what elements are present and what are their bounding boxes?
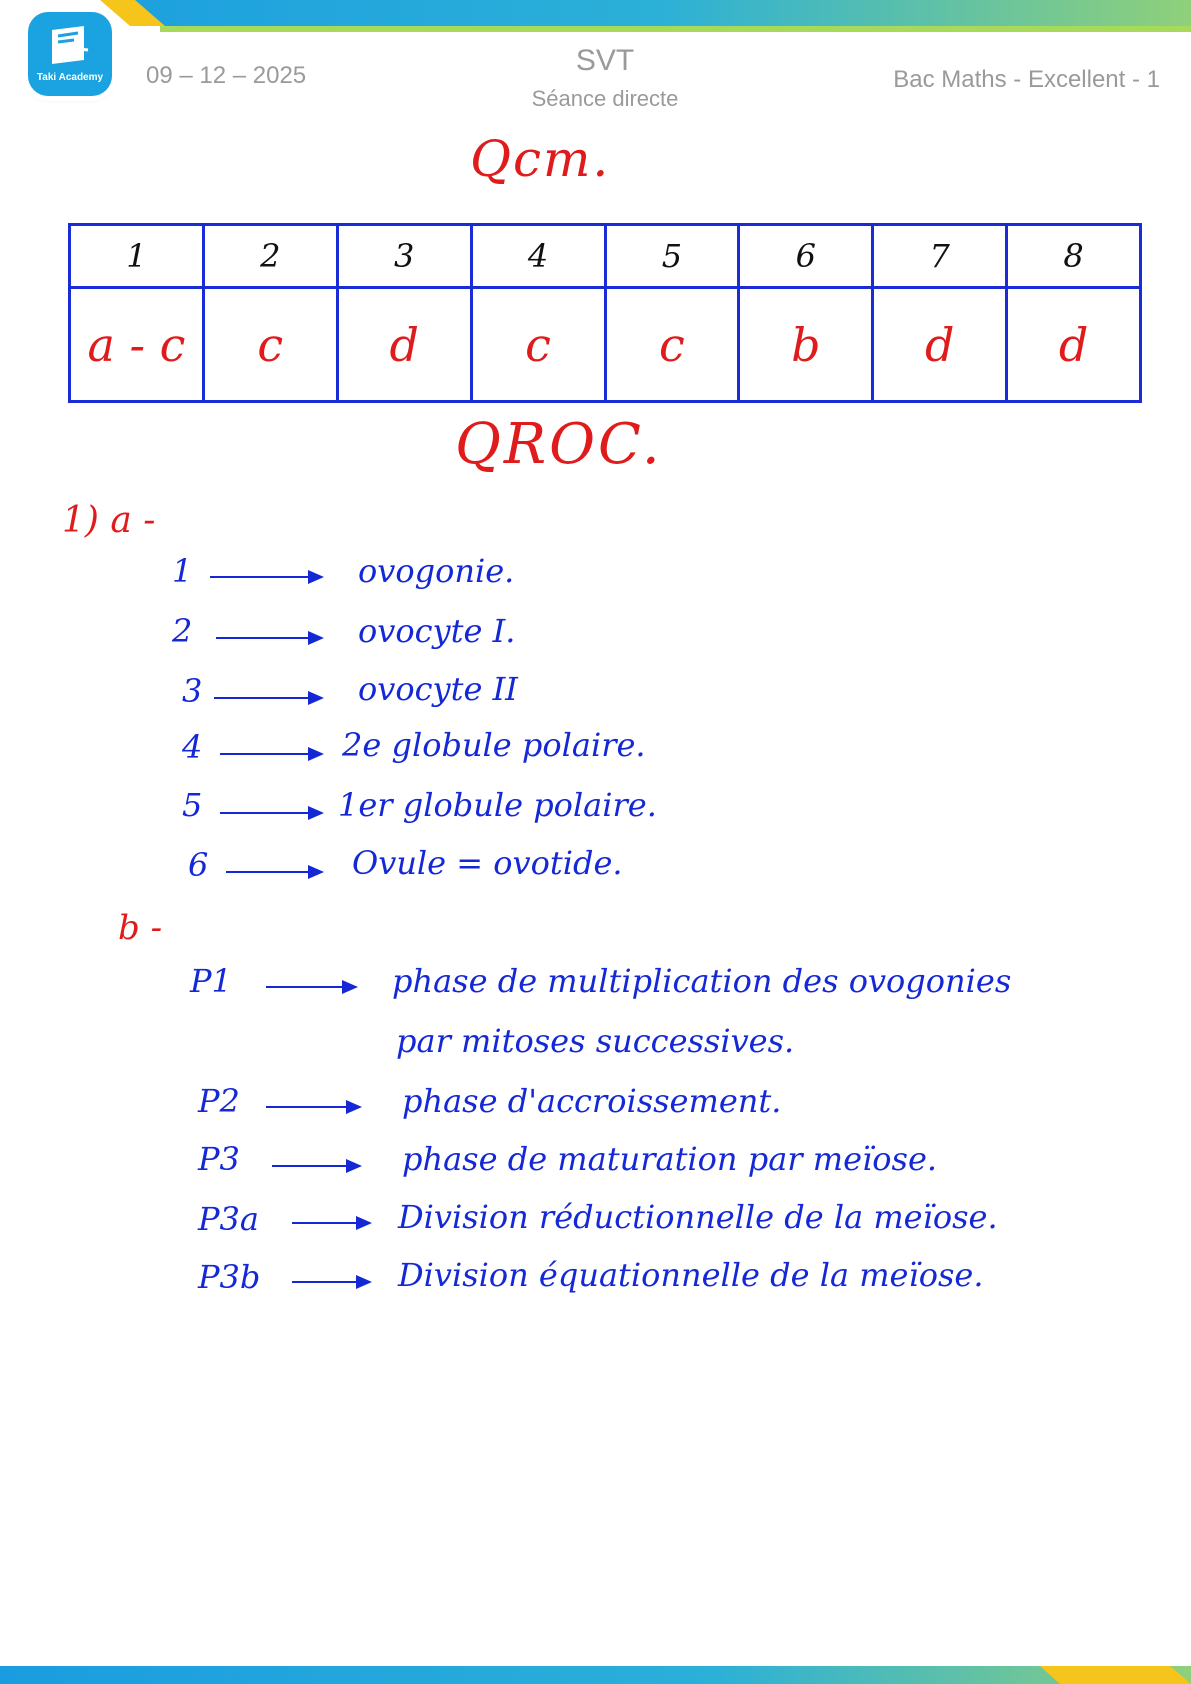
part-a-text: ovogonie.	[358, 552, 515, 590]
session-date: 09 – 12 – 2025	[146, 62, 307, 89]
part-b-text: phase de multiplication des ovogonies	[392, 962, 1012, 1000]
subject-title: SVT	[575, 44, 635, 77]
question-number: 3	[337, 225, 471, 288]
answer-cell: b	[739, 288, 873, 402]
question-number: 8	[1007, 225, 1141, 288]
part-a-label: 6	[188, 846, 209, 884]
arrow-icon	[214, 697, 322, 699]
answer-cell: a - c	[70, 288, 204, 402]
arrow-icon	[292, 1281, 370, 1283]
part-b-text: Division réductionnelle de la meïose.	[398, 1198, 998, 1236]
part-a-label: 4	[182, 728, 203, 766]
session-type: Séance directe	[531, 86, 679, 111]
part-b-label: P2	[198, 1082, 240, 1120]
arrow-icon	[210, 576, 322, 578]
answer-row	[70, 288, 1141, 402]
question-number: 7	[873, 225, 1007, 288]
part-b-text: Division équationnelle de la meïose.	[398, 1256, 984, 1294]
answer-cell: c	[471, 288, 605, 402]
question-number: 5	[605, 225, 739, 288]
arrow-icon	[220, 753, 322, 755]
part-a-text: 1er globule polaire.	[338, 786, 657, 824]
arrow-icon	[220, 812, 322, 814]
question-number: 2	[203, 225, 337, 288]
arrow-icon	[216, 637, 322, 639]
part-b-text: phase d'accroissement.	[402, 1082, 782, 1120]
part-a-text: ovocyte II	[358, 670, 518, 708]
part-b-label: P3	[198, 1140, 240, 1178]
part-b-label: P1	[190, 962, 232, 1000]
qcm-heading: Qcm.	[470, 130, 611, 188]
book-icon	[48, 22, 92, 66]
arrow-icon	[226, 871, 322, 873]
arrow-icon	[266, 986, 356, 988]
part-b-text: phase de maturation par meïose.	[402, 1140, 938, 1178]
arrow-icon	[292, 1222, 370, 1224]
part-a-label: 3	[182, 672, 203, 710]
part-a-label: 5	[182, 786, 203, 824]
header-color-bar	[0, 0, 1191, 34]
part-a-label: 2	[172, 612, 193, 650]
answer-cell: c	[605, 288, 739, 402]
part-a-text: ovocyte I.	[358, 612, 516, 650]
question-number: 1	[70, 225, 204, 288]
arrow-icon	[272, 1165, 360, 1167]
logo-text: Taki Academy	[36, 72, 104, 83]
part-b-label: P3b	[198, 1258, 261, 1296]
part-a-label: 1	[172, 552, 193, 590]
qroc-heading: QROC.	[455, 412, 663, 477]
part-a-text: Ovule = ovotide.	[352, 844, 623, 882]
question-b-label: b -	[118, 908, 163, 948]
question-number: 4	[471, 225, 605, 288]
part-b-text-continued: par mitoses successives.	[396, 1022, 795, 1060]
arrow-icon	[266, 1106, 360, 1108]
class-name: Bac Maths - Excellent - 1	[893, 66, 1160, 93]
qcm-answer-table	[68, 223, 1142, 403]
part-a-text: 2e globule polaire.	[342, 726, 646, 764]
answer-cell: c	[203, 288, 337, 402]
answer-cell: d	[873, 288, 1007, 402]
answer-cell: d	[1007, 288, 1141, 402]
answer-cell: d	[337, 288, 471, 402]
question-number: 6	[739, 225, 873, 288]
taki-academy-logo	[28, 12, 112, 96]
question-1a-label: 1) a -	[62, 500, 156, 541]
footer-color-bar	[0, 1662, 1191, 1684]
question-number-row	[70, 225, 1141, 288]
part-b-label: P3a	[198, 1200, 259, 1238]
